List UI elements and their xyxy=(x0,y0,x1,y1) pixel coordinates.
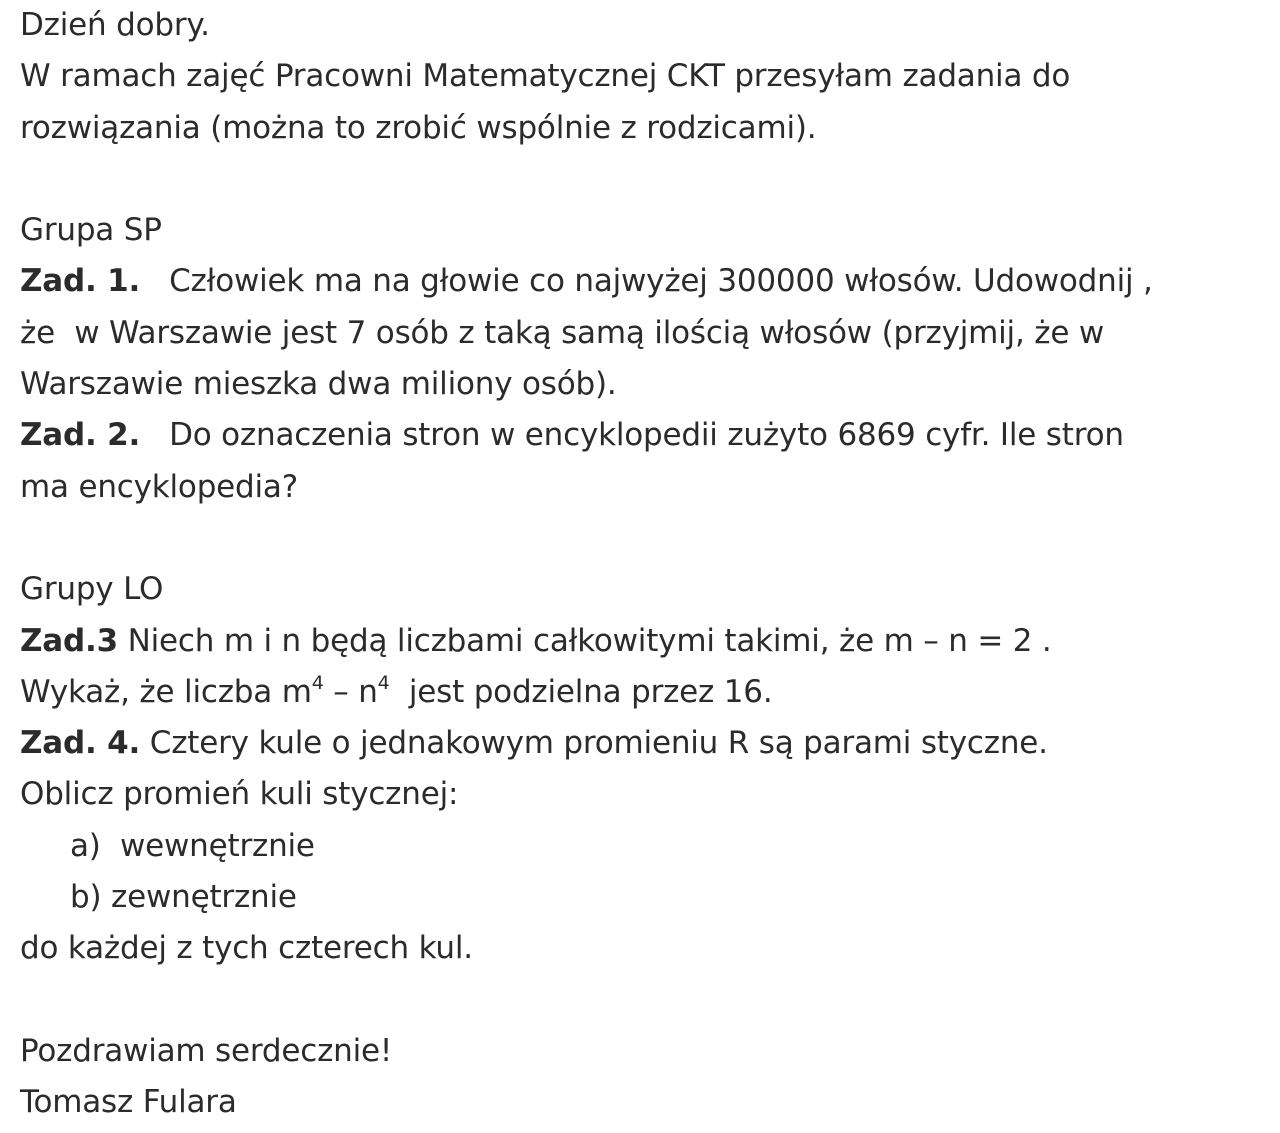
task-4-option-a: a) wewnętrznie xyxy=(70,827,315,864)
spacer xyxy=(20,154,1270,205)
task-3-text-c: jest podzielna przez 16. xyxy=(389,673,773,710)
intro-line-2: rozwiązania (można to zrobić wspólnie z rodzicami). xyxy=(20,109,817,146)
task-3-label: Zad.3 xyxy=(20,622,118,659)
task-4-line-3: do każdej z tych czterech kul. xyxy=(20,930,473,967)
task-1-line-1 xyxy=(20,256,1270,307)
task-3-line-2 xyxy=(20,667,1270,718)
task-4-line-1 xyxy=(20,718,1270,769)
task-4-line-2: Oblicz promień kuli stycznej: xyxy=(20,776,459,813)
intro-line-1: W ramach zajęć Pracowni Matematycznej CKT przesyłam zadania do xyxy=(20,58,1071,95)
spacer xyxy=(20,975,1270,1026)
signature: Tomasz Fulara xyxy=(20,1084,237,1121)
task-3-text-b: – n xyxy=(323,673,378,710)
exponent: 4 xyxy=(311,671,324,694)
task-3-text: Niech m i n będą liczbami całkowitymi takimi, że m – n = 2 . xyxy=(127,622,1052,659)
task-3-text-a: Wykaż, że liczba m xyxy=(20,673,312,710)
group-lo-heading: Grupy LO xyxy=(20,571,164,608)
task-2-text: Do oznaczenia stron w encyklopedii zużyto 6869 cyfr. Ile stron xyxy=(169,417,1124,454)
task-1-label: Zad. 1. xyxy=(20,263,141,300)
task-1-line-2: że w Warszawie jest 7 osób z taką samą ilością włosów (przyjmij, że w xyxy=(20,314,1105,351)
group-sp-heading: Grupa SP xyxy=(20,212,162,249)
task-2-line-2: ma encyklopedia? xyxy=(20,468,298,505)
task-2-label: Zad. 2. xyxy=(20,417,141,454)
exponent: 4 xyxy=(377,671,390,694)
task-1-line-3: Warszawie mieszka dwa miliony osób). xyxy=(20,366,617,403)
closing: Pozdrawiam serdecznie! xyxy=(20,1032,393,1069)
greeting: Dzień dobry. xyxy=(20,7,210,43)
task-4-label: Zad. 4. xyxy=(20,725,141,762)
task-1-text: Człowiek ma na głowie co najwyżej 300000 włosów. Udowodnij , xyxy=(169,263,1153,300)
task-4-option-b: b) zewnętrznie xyxy=(70,879,297,916)
spacer xyxy=(20,513,1270,564)
task-3-line-1 xyxy=(20,616,1270,667)
message-body xyxy=(20,0,1270,1129)
task-4-text: Cztery kule o jednakowym promieniu R są parami styczne. xyxy=(149,725,1048,762)
task-2-line-1 xyxy=(20,410,1270,461)
